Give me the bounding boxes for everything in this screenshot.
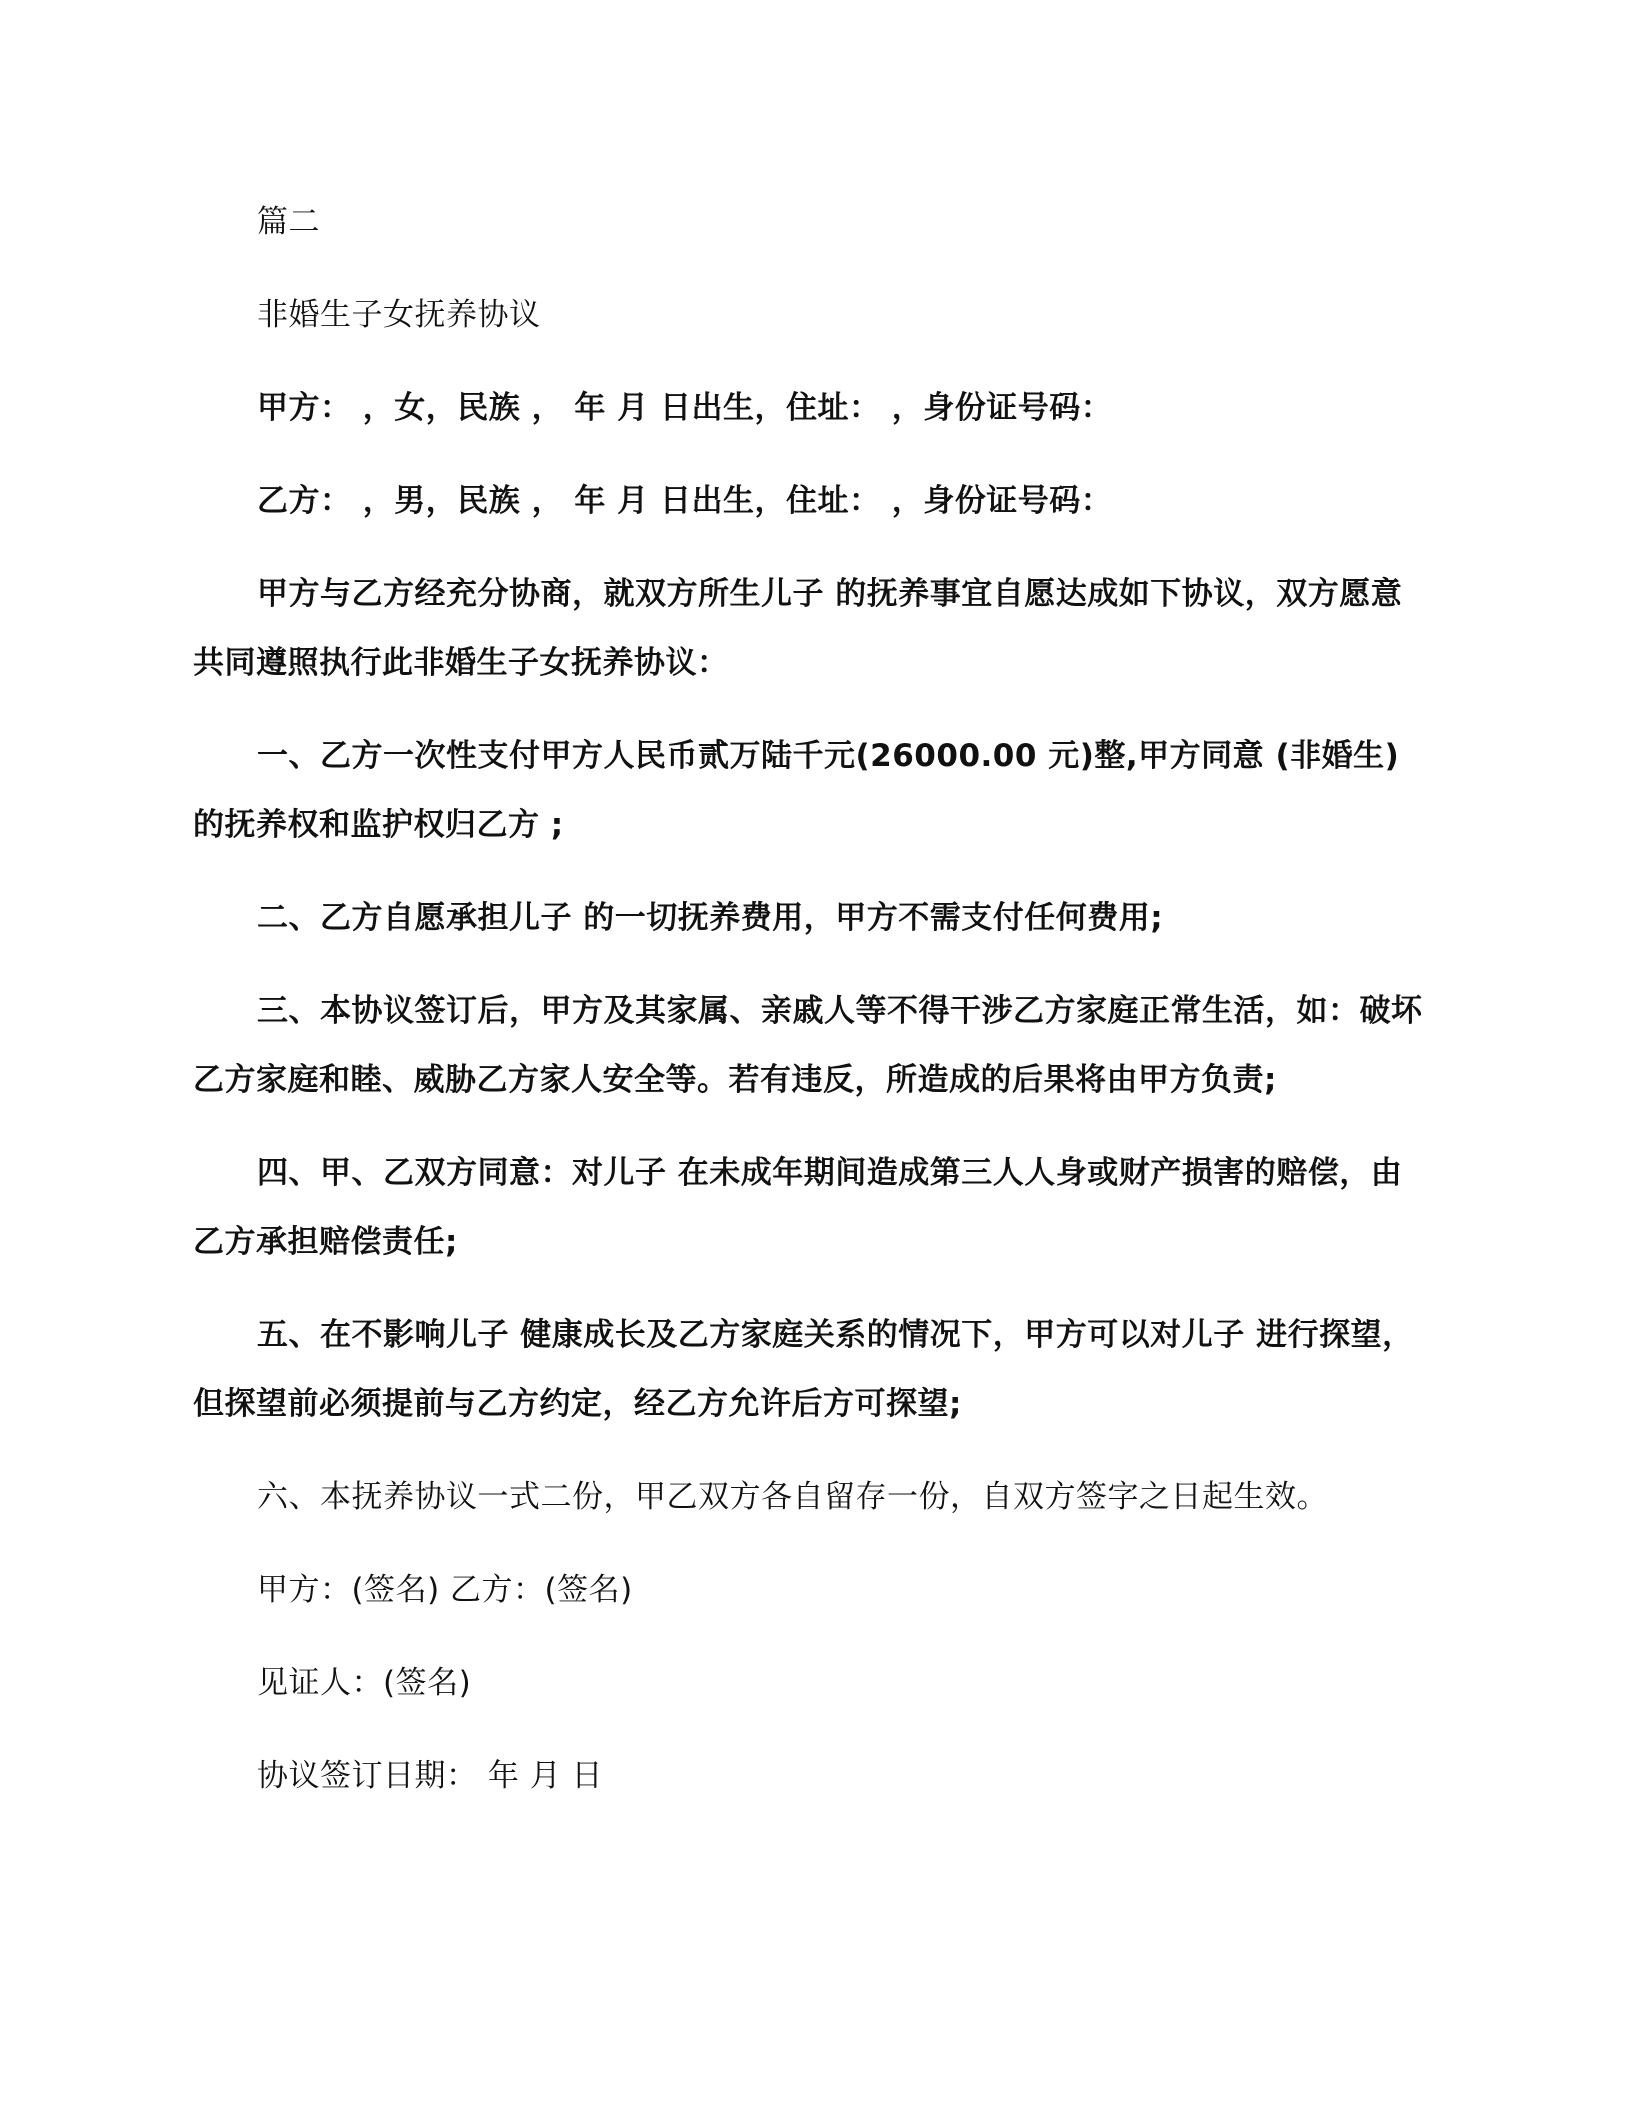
party-signatures: 甲方：(签名) 乙方：(签名) — [257, 1572, 633, 1608]
section-label: 篇二 — [257, 204, 320, 240]
agreement-intro: 甲方与乙方经充分协商，就双方所生儿子 的抚养事宜自愿达成如下协议，双方愿意共同遵照执行此非婚生子女抚养协议： — [193, 576, 1403, 681]
clause-3: 三、本协议签订后，甲方及其家属、亲戚人等不得干涉乙方家庭正常生活，如：破坏乙方家庭和睦、威胁乙方家人安全等。若有违反，所造成的后果将由甲方负责; — [193, 993, 1423, 1098]
signing-date: 协议签订日期： 年 月 日 — [257, 1758, 604, 1794]
clause-6: 六、本抚养协议一式二份，甲乙双方各自留存一份，自双方签字之日起生效。 — [257, 1479, 1328, 1515]
document-title: 非婚生子女抚养协议 — [257, 297, 541, 333]
clause-4: 四、甲、乙双方同意：对儿子 在未成年期间造成第三人人身或财产损害的赔偿，由乙方承担赔偿责任; — [193, 1155, 1403, 1260]
witness-signature: 见证人：(签名) — [257, 1665, 472, 1701]
party-b-info: 乙方： ，男，民族 ， 年 月 日出生，住址： ，身份证号码： — [257, 483, 1113, 519]
clause-5: 五、在不影响儿子 健康成长及乙方家庭关系的情况下，甲方可以对儿子 进行探望，但探望前必须提前与乙方约定，经乙方允许后方可探望; — [193, 1317, 1414, 1422]
agreement-body — [193, 188, 1423, 1835]
clause-1: 一、乙方一次性支付甲方人民币贰万陆千元(26000.00 元)整,甲方同意 (非婚生)的抚养权和监护权归乙方 ; — [193, 738, 1400, 843]
clause-2: 二、乙方自愿承担儿子 的一切抚养费用，甲方不需支付任何费用; — [257, 900, 1164, 936]
party-a-info: 甲方： ，女，民族 ， 年 月 日出生，住址： ，身份证号码： — [257, 390, 1113, 426]
